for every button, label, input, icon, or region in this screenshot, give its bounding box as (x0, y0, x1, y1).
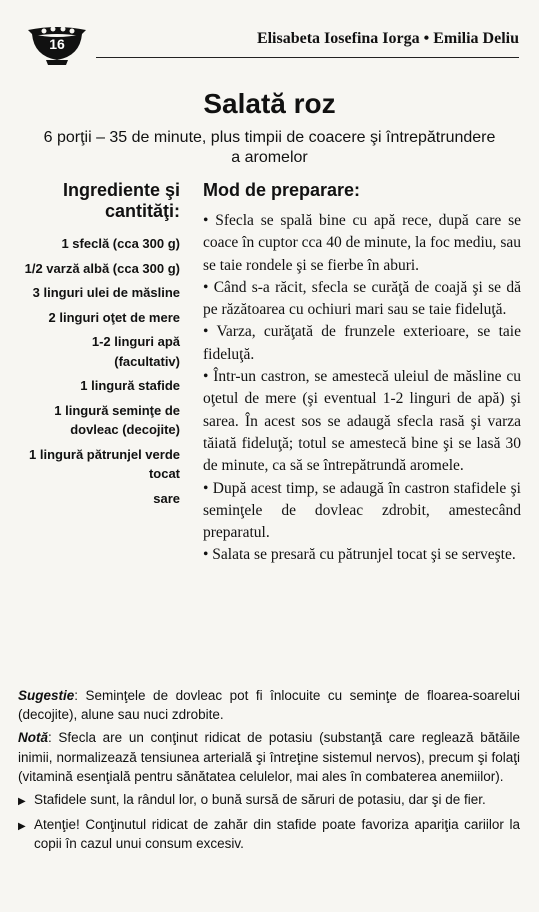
header-rule (96, 57, 519, 58)
note-bullet-text: Atenţie! Conţinutul ridicat de zahăr din stafide poate favoriza apariţia cariilor la copii în cazul unui consum excesiv. (34, 817, 520, 852)
nota-text: : Sfecla are un conţinut ridicat de potasiu (substanţă care reglează bătăile inimii, normalizează tensiunea arterială şi întreţine sistemul nervos), precum şi folaţi (vitamină esenţială pentru sănătatea celulelor, mai ales în combaterea anemiilor). (18, 730, 520, 784)
ingredient-item: 1/2 varză albă (cca 300 g) (24, 260, 180, 276)
method-heading: Mod de preparare: (203, 180, 361, 200)
ingredient-item: 3 linguri ulei de măsline (32, 285, 180, 300)
note-bullet (18, 790, 520, 811)
note-bullet-text: Stafidele sunt, la rândul lor, o bună sursă de săruri de potasiu, dar şi de fier. (34, 792, 486, 808)
method-step: • Varza, curăţată de frunzele exterioare, se taie fideluţă. (203, 323, 521, 363)
recipe-title: Salată roz (203, 88, 336, 119)
note-bullet (18, 815, 520, 853)
method-step: • Într-un castron, se amestecă uleiul de măsline cu oţetul de mere (şi eventual 1-2 linguri de apă) şi sarea. În acest sos se adaugă sfecla rasă şi varza tăiată fideluţă; totul se amestecă bine şi se lasă 30 de minute, ca să se întrepătrundă aromele. (203, 368, 521, 475)
method-column (203, 180, 521, 567)
method-step: • Salata se presară cu pătrunjel tocat şi se serveşte. (203, 546, 516, 564)
nota-note (18, 728, 520, 786)
triangle-bullet-icon: ▶ (18, 796, 26, 808)
ingredient-item: 1 lingură pătrunjel verde tocat (29, 446, 180, 481)
suggestion-note (18, 686, 520, 724)
ingredient-item: 1 lingură seminţe de dovleac (decojite) (54, 402, 180, 437)
method-step: • Sfecla se spală bine cu apă rece, după care se coace în cuptor cca 40 de minute, la foc mediu, sau se taie rondele şi se fierbe în aburi. (203, 212, 521, 274)
method-step: • Când s-a răcit, sfecla se curăţă de coajă şi se dă pe răzătoarea cu ochiuri mari sau se taie fideluţă. (203, 278, 521, 319)
authors: Elisabeta Iosefina Iorga • Emilia Deliu (256, 30, 519, 47)
ingredient-item: 1 lingură stafide (80, 378, 180, 393)
ingredient-item: 2 linguri oţet de mere (48, 309, 180, 325)
triangle-bullet-icon: ▶ (18, 821, 26, 833)
suggestion-label: Sugestie (18, 688, 75, 703)
suggestion-text: : Seminţele de dovleac pot fi înlocuite cu seminţe de floarea-soarelui (decojite), alune sau nuci zdrobite. (18, 688, 520, 723)
method-step: • După acest timp, se adaugă în castron stafidele şi seminţele de dovleac zdrobit, amestecând preparatul. (203, 479, 521, 542)
page-header (0, 0, 539, 70)
recipe-subtitle: 6 porţii – 35 de minute, plus timpii de coacere şi întrepătrundere a aromelor (43, 129, 496, 166)
ingredients-heading: Ingrediente şi cantităţi: (62, 180, 180, 221)
ingredient-item: 1-2 linguri apă (facultativ) (91, 334, 180, 369)
ingredients-column (24, 180, 180, 513)
ingredient-item: sare (153, 490, 180, 506)
notes-section (18, 686, 520, 854)
page-number: 16 (49, 36, 65, 52)
nota-label: Notă (18, 730, 48, 746)
ingredient-item: 1 sfeclă (cca 300 g) (61, 236, 180, 251)
ingredients-list (24, 234, 180, 508)
